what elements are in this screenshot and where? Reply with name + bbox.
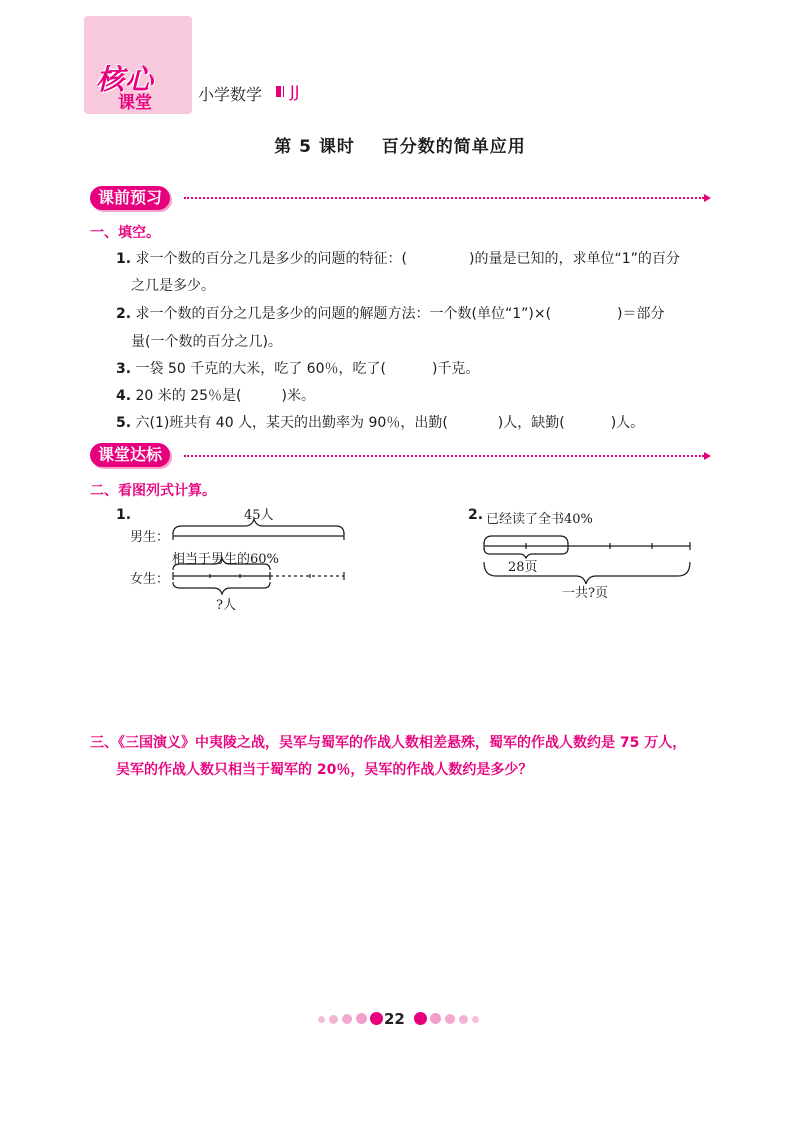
section-divider-preview bbox=[184, 197, 704, 199]
question-text: )米。 bbox=[281, 388, 315, 404]
question-2-line-2: 量(一个数的百分之几)。 bbox=[131, 334, 282, 350]
section-divider-practice bbox=[184, 455, 704, 457]
section-badge-practice: 课堂达标 bbox=[90, 443, 170, 467]
question-text: 一袋 50 千克的大米，吃了 60％，吃了( bbox=[135, 361, 386, 377]
question-3 bbox=[116, 358, 479, 378]
diagram-1-girls-label: 女生： bbox=[130, 572, 170, 587]
logo-sub-text: 课堂 bbox=[118, 93, 152, 113]
footer-dot bbox=[459, 1015, 468, 1024]
question-2-line-1 bbox=[116, 303, 665, 323]
question-1-line-2: 之几是多少。 bbox=[131, 278, 215, 294]
logo-main-text: 核心 bbox=[96, 63, 155, 96]
footer-dot bbox=[472, 1016, 479, 1023]
section-badge-preview: 课前预习 bbox=[90, 186, 170, 210]
footer-dot bbox=[370, 1012, 383, 1025]
question-text: 求一个数的百分之几是多少的问题的解题方法：一个数(单位“1”)×( bbox=[135, 306, 552, 322]
footer-dot bbox=[318, 1016, 325, 1023]
lesson-name: 百分数的简单应用 bbox=[381, 137, 526, 157]
question-3-line-2: 吴军的作战人数只相当于蜀军的 20％，吴军的作战人数约是多少？ bbox=[116, 762, 533, 778]
lesson-number: 第 5 课时 bbox=[274, 137, 355, 157]
header-separator bbox=[276, 86, 281, 97]
question-text: )的量是已知的，求单位“1”的百分 bbox=[468, 251, 680, 267]
diagram-1-total-label: 45人 bbox=[244, 508, 274, 523]
diagram-1-segments bbox=[160, 514, 360, 614]
footer-dot bbox=[329, 1015, 338, 1024]
header-subject: 小学数学 bbox=[198, 85, 263, 104]
page-title bbox=[0, 132, 800, 157]
diagram-1-ratio-label: 相当于男生的60% bbox=[172, 552, 279, 567]
divider-arrow-icon bbox=[704, 452, 711, 460]
footer-dot bbox=[356, 1013, 367, 1024]
question-5 bbox=[116, 412, 644, 432]
question-3-line-1: 三、《三国演义》中夷陵之战，吴军与蜀军的作战人数相差悬殊，蜀军的作战人数约是 75 万人， bbox=[90, 735, 687, 751]
question-text: )人。 bbox=[610, 415, 645, 431]
diagram-1-top-brace bbox=[173, 519, 344, 534]
divider-arrow-icon bbox=[704, 194, 711, 202]
question-text: 六(1)班共有 40 人，某天的出勤率为 90％，出勤( bbox=[135, 415, 448, 431]
diagram-2-part-label: 28页 bbox=[508, 560, 538, 575]
diagram-2-total-label: 一共?页 bbox=[562, 586, 608, 601]
question-4 bbox=[116, 385, 315, 405]
question-text: 求一个数的百分之几是多少的问题的特征：( bbox=[135, 251, 407, 267]
footer-dot bbox=[445, 1014, 455, 1024]
diagram-2-top-brace bbox=[484, 536, 568, 544]
diagram-2-number: 2. bbox=[468, 507, 484, 523]
diagram-2-part-brace bbox=[484, 548, 568, 558]
question-text: )人，缺勤( bbox=[497, 415, 565, 431]
question-text: 20 米的 25％是( bbox=[135, 388, 242, 404]
diagram-1-number: 1. bbox=[116, 507, 132, 523]
diagram-1-boys-label: 男生： bbox=[130, 530, 170, 545]
question-text: )千克。 bbox=[431, 361, 480, 377]
question-text: )＝部分 bbox=[617, 306, 665, 322]
question-number: 5. bbox=[116, 415, 132, 431]
diagram-2-segments bbox=[476, 526, 700, 596]
page-number: 22 bbox=[384, 1010, 405, 1028]
question-number: 1. bbox=[116, 251, 132, 267]
question-number: 2. bbox=[116, 306, 132, 322]
diagram-2-top-label: 已经读了全书40% bbox=[486, 512, 593, 527]
part1-heading: 一、填空。 bbox=[90, 225, 160, 241]
footer-dot bbox=[342, 1014, 352, 1024]
header-separator-thin bbox=[283, 86, 284, 97]
footer-dot bbox=[430, 1013, 441, 1024]
part2-heading: 二、看图列式计算。 bbox=[90, 483, 216, 499]
question-number: 3. bbox=[116, 361, 132, 377]
footer-dot bbox=[414, 1012, 427, 1025]
diagram-1-middle-brace bbox=[173, 558, 270, 570]
diagram-2-total-brace bbox=[484, 562, 690, 584]
question-1-line-1 bbox=[116, 248, 680, 268]
header-edition: JJ bbox=[290, 82, 300, 101]
diagram-1-unknown-label: ?人 bbox=[216, 598, 236, 613]
question-number: 4. bbox=[116, 388, 132, 404]
diagram-1-bottom-brace bbox=[173, 582, 270, 594]
